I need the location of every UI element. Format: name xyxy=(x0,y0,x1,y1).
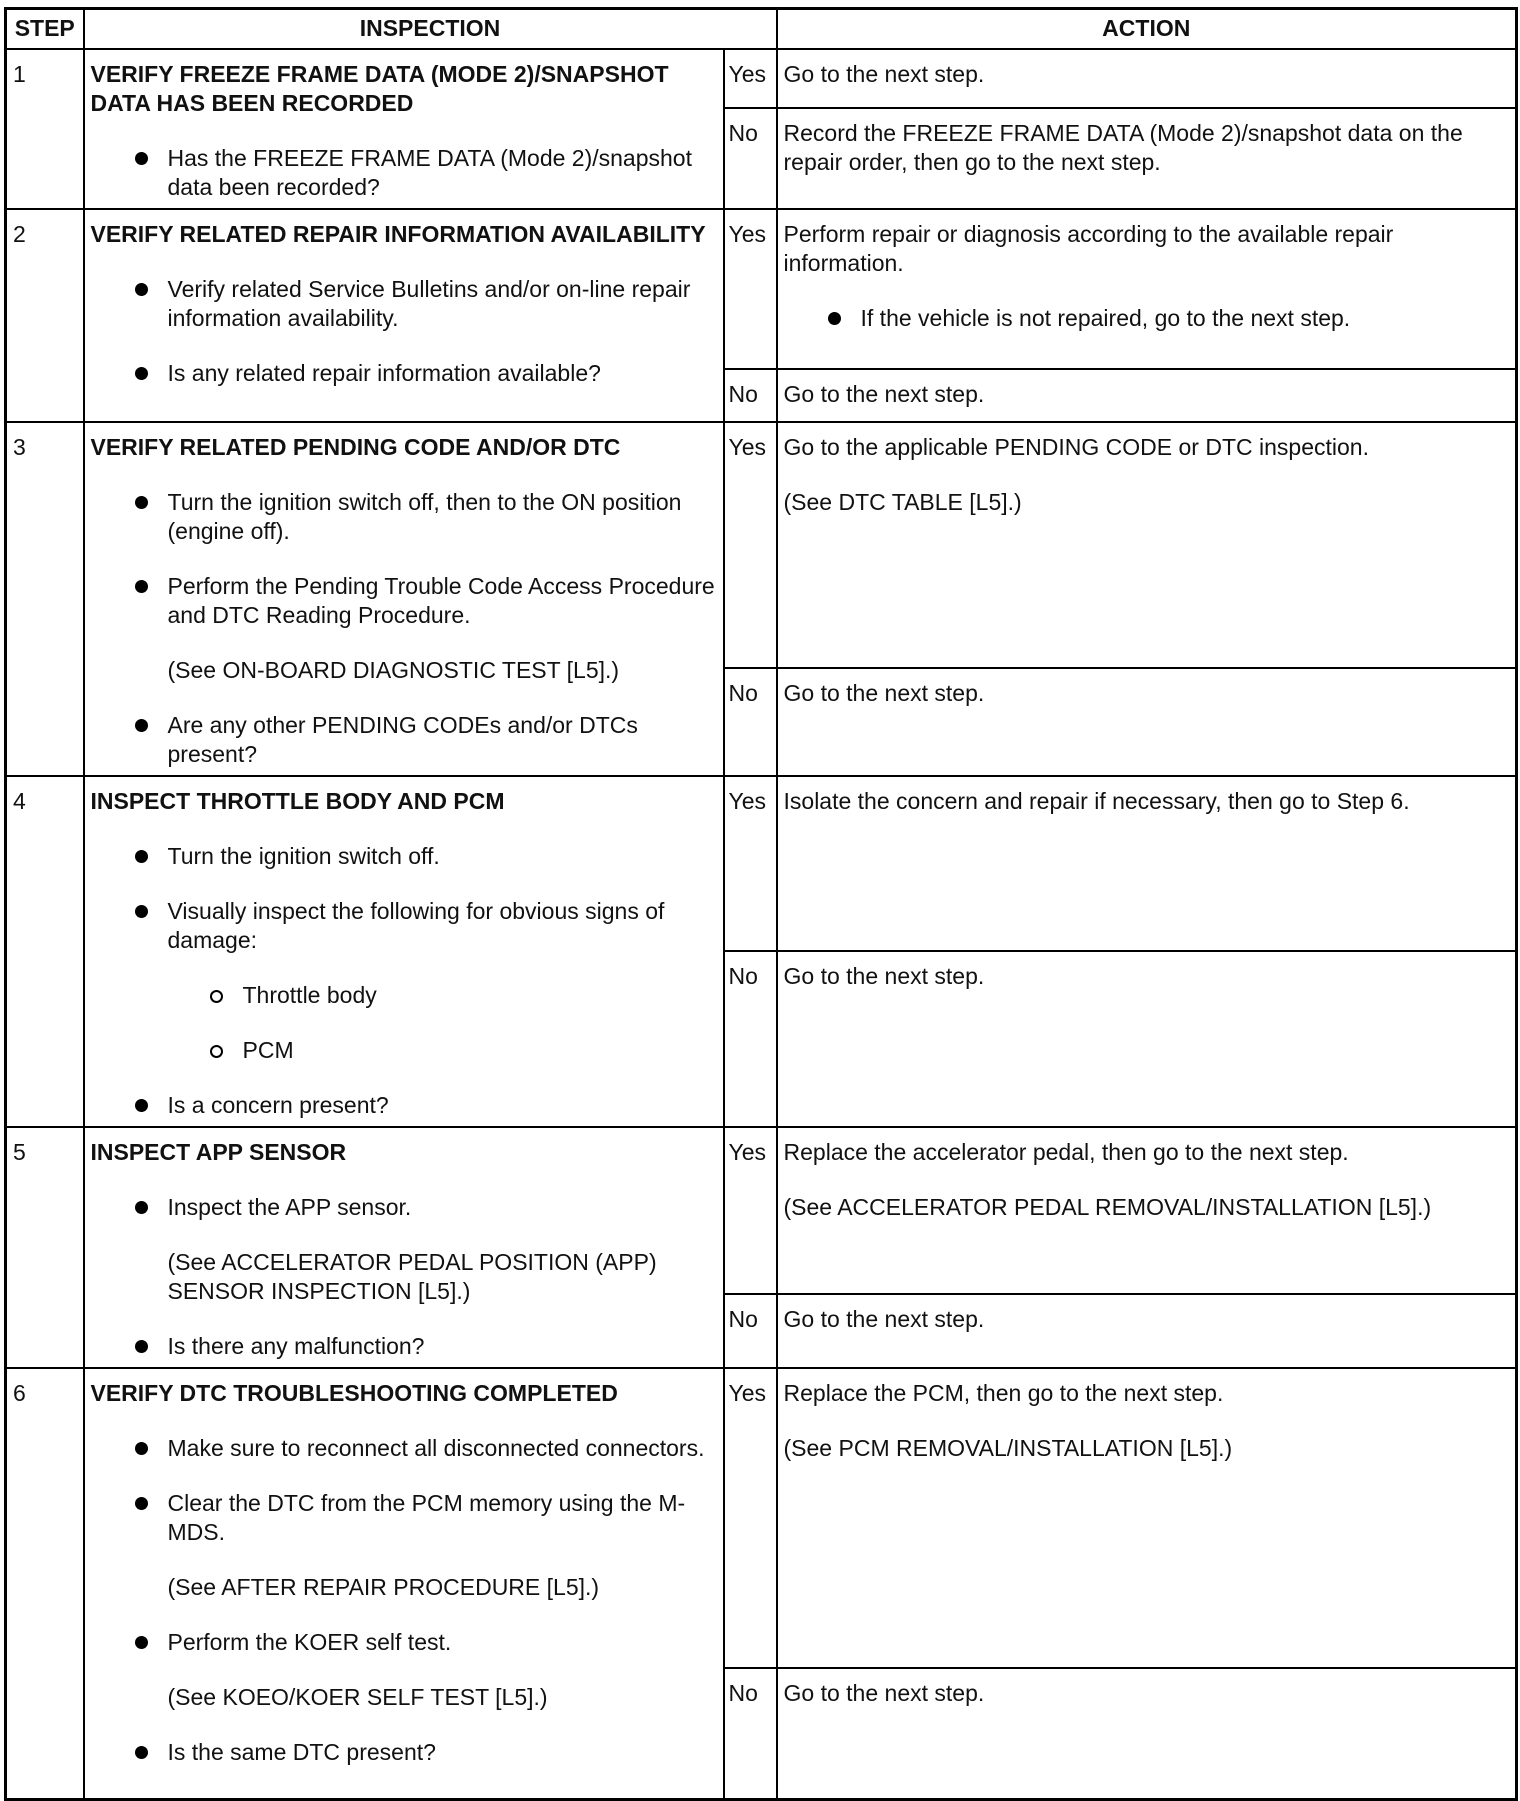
step-number: 3 xyxy=(6,422,84,776)
inspection-title: VERIFY DTC TROUBLESHOOTING COMPLETED xyxy=(90,1379,618,1406)
yes-action-cell xyxy=(777,1368,1517,1668)
action-text: Replace the accelerator pedal, then go to the next step. xyxy=(783,1138,1349,1165)
inspection-bullet-item: Is a concern present? xyxy=(91,1091,717,1120)
inspection-reference-note: (See AFTER REPAIR PROCEDURE [L5].) xyxy=(167,1573,600,1600)
no-label: No xyxy=(724,668,777,775)
yes-label: Yes xyxy=(724,209,777,369)
yes-action-cell xyxy=(777,209,1517,369)
inspection-cell xyxy=(84,776,724,1127)
inspection-title: INSPECT THROTTLE BODY AND PCM xyxy=(90,787,505,814)
step-number: 5 xyxy=(6,1127,84,1368)
action-text: Go to the next step. xyxy=(783,380,985,407)
no-label: No xyxy=(724,369,777,422)
yes-action-cell xyxy=(777,49,1517,108)
inspection-bullet-item: Visually inspect the following for obvious signs of damage: xyxy=(91,897,717,955)
step-number: 1 xyxy=(6,49,84,209)
inspection-bullet-item: Make sure to reconnect all disconnected connectors. xyxy=(91,1434,717,1463)
inspection-title: VERIFY RELATED REPAIR INFORMATION AVAILABILITY xyxy=(90,220,706,247)
step-row-5 xyxy=(6,1127,1517,1294)
inspection-bullet-item: Verify related Service Bulletins and/or on-line repair information availability. xyxy=(91,275,717,333)
inspection-cell xyxy=(84,1368,724,1800)
inspection-bullet-item: Turn the ignition switch off. xyxy=(91,842,717,871)
inspection-bullet-item: Has the FREEZE FRAME DATA (Mode 2)/snapshot data been recorded? xyxy=(91,144,717,202)
no-label: No xyxy=(724,1668,777,1800)
no-label: No xyxy=(724,1294,777,1368)
no-label: No xyxy=(724,108,777,209)
inspection-cell xyxy=(84,422,724,776)
no-action-cell xyxy=(777,369,1517,422)
yes-label: Yes xyxy=(724,422,777,669)
inspection-cell xyxy=(84,209,724,422)
inspection-reference-note: (See ON-BOARD DIAGNOSTIC TEST [L5].) xyxy=(167,656,620,683)
inspection-bullet-item: Inspect the APP sensor. xyxy=(91,1193,717,1222)
action-bullet-item: If the vehicle is not repaired, go to the next step. xyxy=(784,304,1508,333)
inspection-title: VERIFY RELATED PENDING CODE AND/OR DTC xyxy=(90,433,621,460)
action-text: Go to the applicable PENDING CODE or DTC inspection. xyxy=(783,433,1369,460)
yes-action-cell xyxy=(777,1127,1517,1294)
yes-label: Yes xyxy=(724,1368,777,1668)
no-action-cell xyxy=(777,951,1517,1127)
yes-label: Yes xyxy=(724,49,777,108)
yes-label: Yes xyxy=(724,1127,777,1294)
inspection-bullet-item: Clear the DTC from the PCM memory using the M-MDS. xyxy=(91,1489,717,1547)
action-text: Go to the next step. xyxy=(783,1305,985,1332)
step-row-6 xyxy=(6,1368,1517,1668)
action-text: Replace the PCM, then go to the next step. xyxy=(783,1379,1224,1406)
yes-action-cell xyxy=(777,776,1517,952)
inspection-bullet-item: Perform the Pending Trouble Code Access Procedure and DTC Reading Procedure. xyxy=(91,572,717,630)
inspection-bullet-item: Are any other PENDING CODEs and/or DTCs present? xyxy=(91,711,717,769)
inspection-sub-item: Throttle body xyxy=(91,981,717,1010)
table-header-row xyxy=(6,9,1517,49)
step-row-4 xyxy=(6,776,1517,952)
inspection-bullet-item: Is any related repair information available? xyxy=(91,359,717,388)
yes-label: Yes xyxy=(724,776,777,952)
no-label: No xyxy=(724,951,777,1127)
header-step: STEP xyxy=(6,9,84,49)
action-text: Go to the next step. xyxy=(783,60,985,87)
step-row-1 xyxy=(6,49,1517,108)
action-text: (See DTC TABLE [L5].) xyxy=(783,488,1022,515)
action-text: Go to the next step. xyxy=(783,680,985,707)
no-action-cell xyxy=(777,108,1517,209)
inspection-bullet-item: Is the same DTC present? xyxy=(91,1738,717,1767)
inspection-title: INSPECT APP SENSOR xyxy=(90,1138,347,1165)
action-text: Isolate the concern and repair if necessary, then go to Step 6. xyxy=(783,787,1410,814)
inspection-bullet-item: Turn the ignition switch off, then to the ON position (engine off). xyxy=(91,488,717,546)
action-text: Perform repair or diagnosis according to the available repair information. xyxy=(783,220,1394,276)
step-number: 4 xyxy=(6,776,84,1127)
no-action-cell xyxy=(777,668,1517,775)
no-action-cell xyxy=(777,1294,1517,1368)
action-text: (See ACCELERATOR PEDAL REMOVAL/INSTALLATION [L5].) xyxy=(783,1193,1432,1220)
diagnostic-procedure-sheet xyxy=(4,7,1515,1791)
inspection-reference-note: (See KOEO/KOER SELF TEST [L5].) xyxy=(167,1683,548,1710)
inspection-cell xyxy=(84,1127,724,1368)
action-text: Go to the next step. xyxy=(783,963,985,989)
inspection-cell xyxy=(84,49,724,209)
action-text: (See PCM REMOVAL/INSTALLATION [L5].) xyxy=(783,1434,1233,1461)
inspection-title: VERIFY FREEZE FRAME DATA (MODE 2)/SNAPSHOT DATA HAS BEEN RECORDED xyxy=(90,60,669,116)
action-text: Record the FREEZE FRAME DATA (Mode 2)/snapshot data on the repair order, then go to the next step. xyxy=(783,119,1463,175)
yes-action-cell xyxy=(777,422,1517,669)
header-action: ACTION xyxy=(777,9,1517,49)
inspection-bullet-item: Is there any malfunction? xyxy=(91,1332,717,1361)
step-row-3 xyxy=(6,422,1517,669)
step-number: 6 xyxy=(6,1368,84,1800)
header-inspection: INSPECTION xyxy=(84,9,777,49)
table-body xyxy=(6,49,1517,1800)
diagnostic-table xyxy=(4,7,1518,1801)
inspection-sub-item: PCM xyxy=(91,1036,717,1065)
step-number: 2 xyxy=(6,209,84,422)
step-row-2 xyxy=(6,209,1517,369)
inspection-bullet-item: Perform the KOER self test. xyxy=(91,1628,717,1657)
action-text: Go to the next step. xyxy=(783,1679,985,1706)
no-action-cell xyxy=(777,1668,1517,1800)
inspection-reference-note: (See ACCELERATOR PEDAL POSITION (APP) SENSOR INSPECTION [L5].) xyxy=(167,1248,657,1304)
